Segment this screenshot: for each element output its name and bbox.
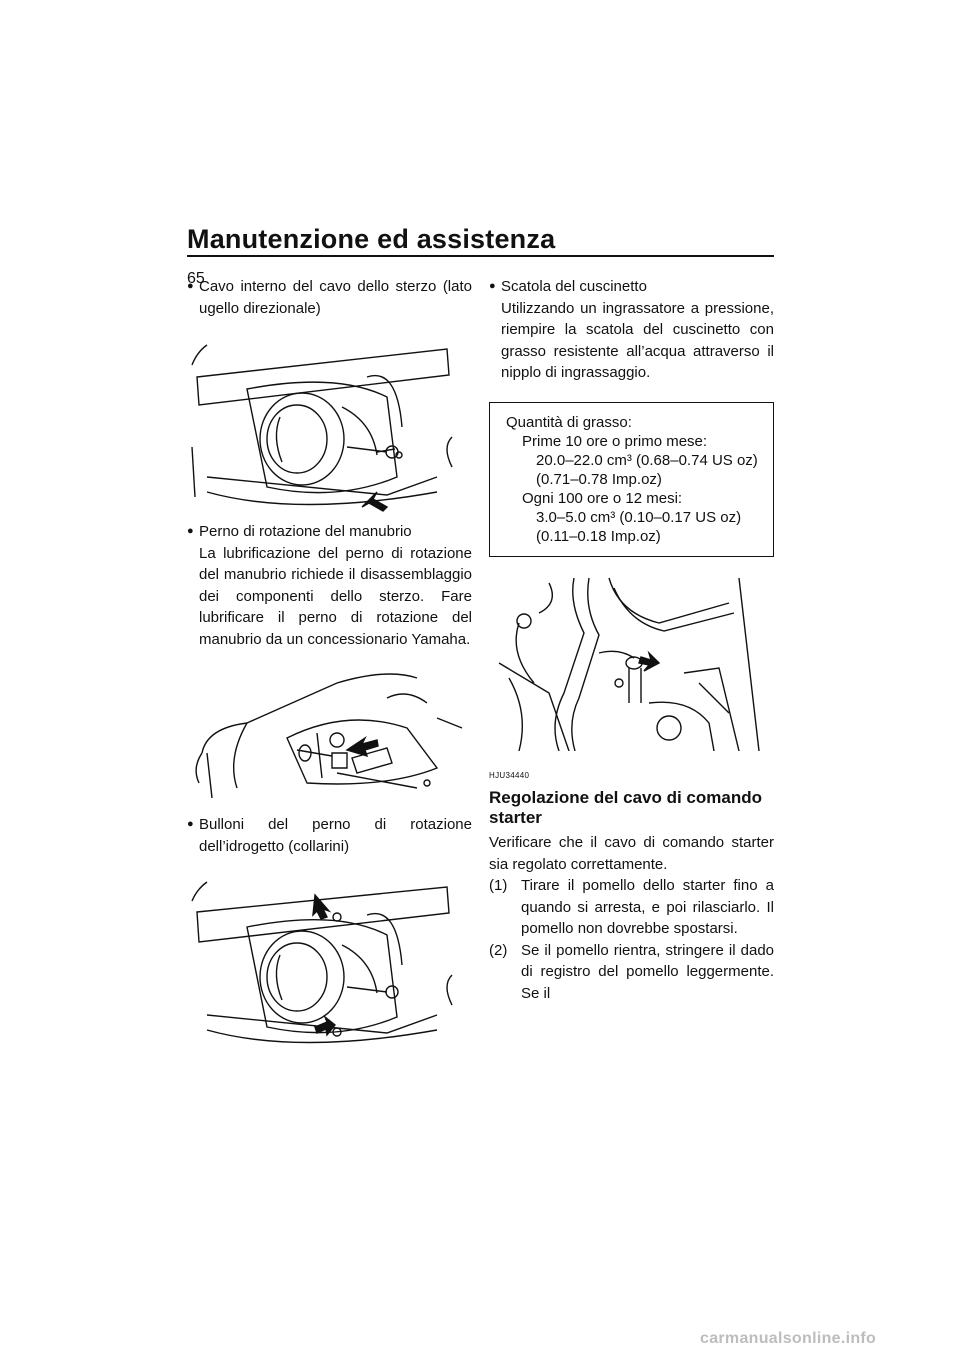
list-item-title: ● Perno di rotazione del manubrio <box>199 523 412 540</box>
spec-line: 3.0–5.0 cm³ (0.10–0.17 US oz) <box>536 508 742 526</box>
page-number: 65 <box>187 270 205 287</box>
right-column <box>489 276 774 1004</box>
list-item-text: La lubrificazione del perno di rotazione del manubrio richiede il disassemblaggio dei componenti dello sterzo. Fare lubrificare il perno di rotazione del manubrio da un concessionario Yamaha. <box>199 544 472 648</box>
list-item-handlebar-pivot <box>187 521 472 650</box>
page-title: Manutenzione ed assistenza <box>187 224 556 254</box>
left-column <box>187 276 472 1057</box>
spec-line: (0.71–0.78 Imp.oz) <box>536 470 662 488</box>
figure-handlebar-pivot <box>187 658 472 808</box>
step-text: Se il pomello rientra, stringere il dado di registro del pomello leggermente. Se il <box>521 941 774 1002</box>
list-item-bearing-housing <box>489 276 774 384</box>
section-heading: Regolazione del cavo di comando starter <box>489 788 762 827</box>
figure-steering-cable <box>187 327 472 517</box>
list-item-title: ● Scatola del cuscinetto <box>501 278 647 295</box>
figure-jet-pivot-bolts <box>187 867 472 1057</box>
section-code: HJU34440 <box>489 770 530 780</box>
watermark: carmanualsonline.info <box>700 1330 877 1347</box>
list-item-steering-cable <box>187 276 472 319</box>
grease-quantity-box <box>489 402 774 557</box>
spec-line: (0.11–0.18 Imp.oz) <box>536 527 661 545</box>
spec-line: 20.0–22.0 cm³ (0.68–0.74 US oz) <box>536 451 758 469</box>
list-item-text: Utilizzando un ingrassatore a pressione, riempire la scatola del cuscinetto con grasso resistente all’acqua attraverso il nipplo di ingrassaggio. <box>501 299 774 381</box>
title-rule <box>187 255 774 257</box>
spec-line: Prime 10 ore o primo mese: <box>522 432 708 450</box>
spec-label: Quantità di grasso: <box>506 413 632 431</box>
step-2 <box>489 940 774 1005</box>
spec-line: Ogni 100 ore o 12 mesi: <box>522 489 683 507</box>
step-number: (1) <box>489 877 508 894</box>
step-1 <box>489 875 774 940</box>
list-item-text: Bulloni del perno di rotazione dell’idrogetto (collarini) <box>199 816 472 855</box>
section-intro: Verificare che il cavo di comando starter sia regolato correttamente. <box>489 834 774 873</box>
figure-grease-nipple <box>489 573 774 751</box>
list-item-jet-pivot-bolts <box>187 814 472 857</box>
step-text: Tirare il pomello dello starter fino a quando si arresta, e poi rilasciarlo. Il pomello non dovrebbe spostarsi. <box>521 877 774 937</box>
list-item-text: Cavo interno del cavo dello sterzo (lato ugello direzionale) <box>199 278 472 317</box>
step-number: (2) <box>489 941 508 959</box>
